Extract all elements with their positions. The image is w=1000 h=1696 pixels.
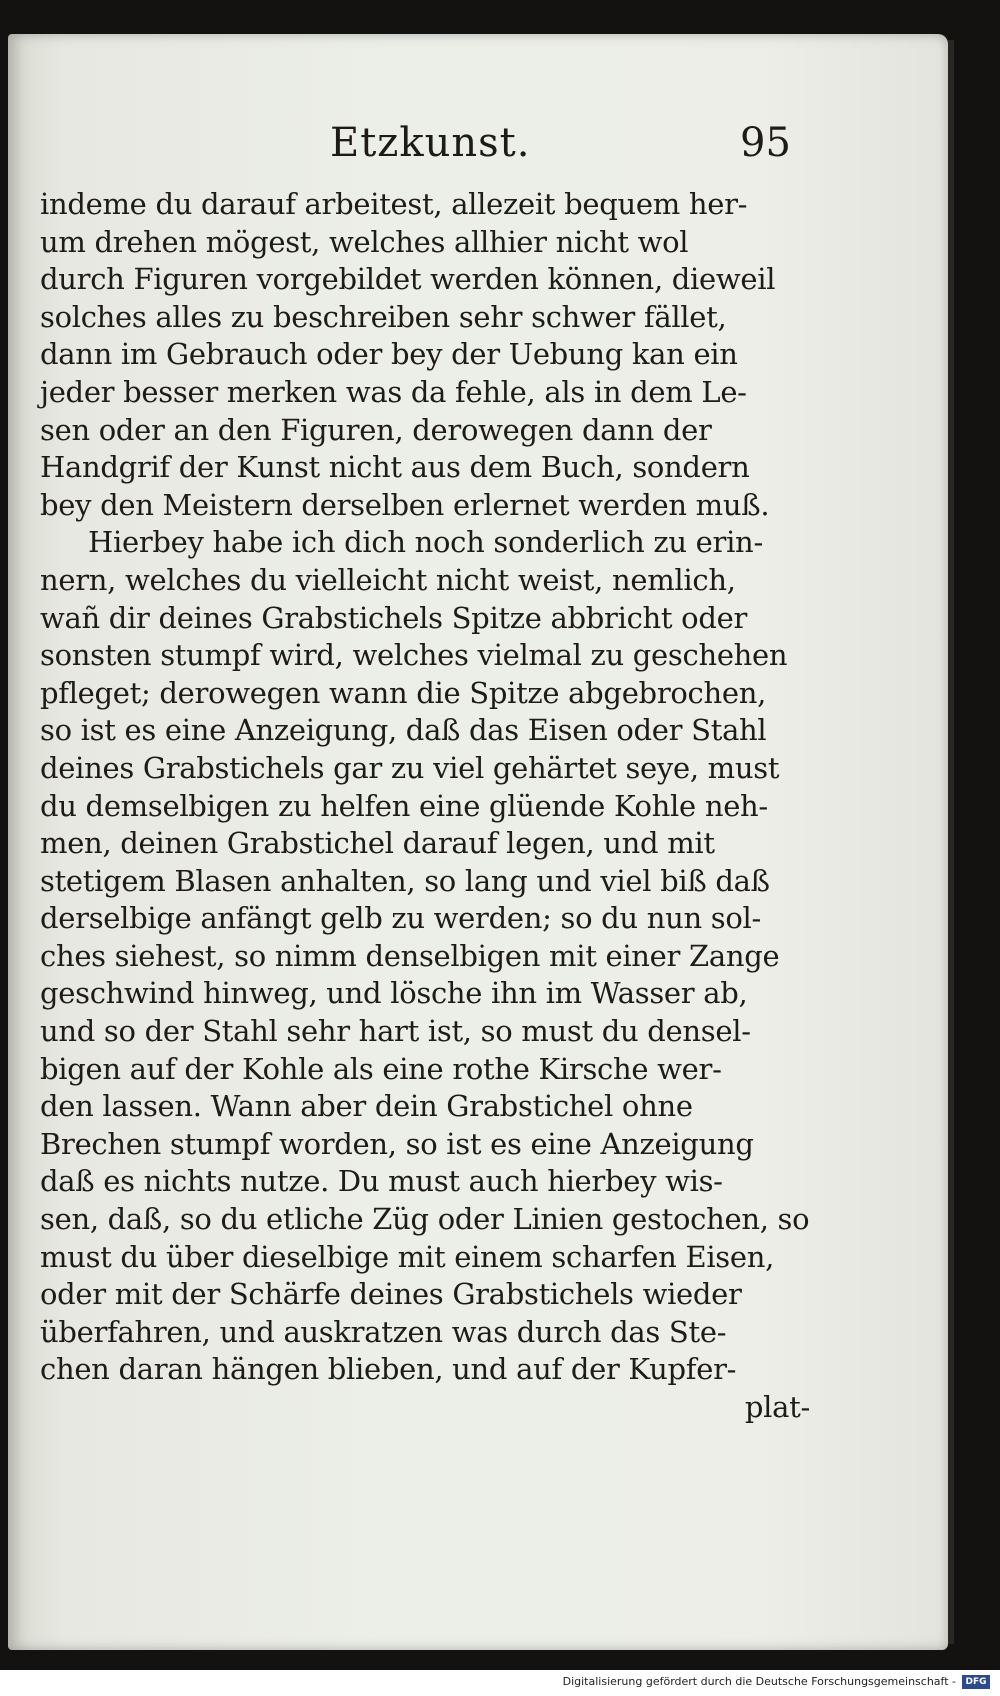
text-line: solches alles zu beschreiben sehr schwer fället, bbox=[40, 299, 727, 334]
text-line: ches siehest, so nimm denselbigen mit einer Zange bbox=[40, 938, 780, 973]
text-line: sen oder an den Figuren, derowegen dann der bbox=[40, 412, 712, 447]
text-line: durch Figuren vorgebildet werden können, dieweil bbox=[40, 262, 776, 297]
text-line: du demselbigen zu helfen eine glüende Kohle neh- bbox=[40, 788, 768, 823]
text-line: bey den Meistern derselben erlernet werden muß. bbox=[40, 487, 770, 522]
text-line: überfahren, und auskratzen was durch das Ste- bbox=[40, 1314, 727, 1349]
page-edge bbox=[948, 40, 954, 1644]
text-line: nern, welches du vielleicht nicht weist, nemlich, bbox=[40, 562, 736, 597]
text-line: oder mit der Schärfe deines Grabstichels wieder bbox=[40, 1277, 742, 1312]
text-line: indeme du darauf arbeitest, allezeit bequem her- bbox=[40, 187, 748, 221]
page-header bbox=[0, 120, 1000, 180]
text-line: daß es nichts nutze. Du must auch hierbey wis- bbox=[40, 1164, 723, 1199]
text-line: den lassen. Wann aber dein Grabstichel ohne bbox=[40, 1089, 693, 1124]
text-line: Handgrif der Kunst nicht aus dem Buch, sondern bbox=[40, 450, 750, 485]
text-line: deines Grabstichels gar zu viel gehärtet seye, must bbox=[40, 750, 780, 785]
text-line: und so der Stahl sehr hart ist, so must du densel- bbox=[40, 1014, 751, 1049]
running-head: Etzkunst. bbox=[330, 120, 531, 166]
text-line: wañ dir deines Grabstichels Spitze abbricht oder bbox=[40, 600, 748, 635]
text-line: dann im Gebrauch oder bey der Uebung kan ein bbox=[40, 337, 738, 372]
text-line: pfleget; derowegen wann die Spitze abgebrochen, bbox=[40, 675, 767, 710]
body-text bbox=[40, 186, 810, 1427]
dfg-logo: DFG bbox=[962, 1675, 990, 1689]
paragraph-start-line: Hierbey habe ich dich noch sonderlich zu erin- bbox=[88, 525, 763, 560]
text-line: Brechen stumpf worden, so ist es eine Anzeigung bbox=[40, 1126, 754, 1161]
text-line: sen, daß, so du etliche Züg oder Linien gestochen, so bbox=[40, 1202, 810, 1237]
footer-credit: Digitalisierung gefördert durch die Deutsche Forschungsgemeinschaft - bbox=[562, 1675, 956, 1688]
text-line: stetigem Blasen anhalten, so lang und viel biß daß bbox=[40, 863, 770, 898]
text-line: so ist es eine Anzeigung, daß das Eisen oder Stahl bbox=[40, 713, 767, 748]
text-line: geschwind hinweg, und lösche ihn im Wasser ab, bbox=[40, 976, 748, 1011]
text-line: sonsten stumpf wird, welches vielmal zu geschehen bbox=[40, 638, 788, 673]
catchword: plat- bbox=[744, 1390, 810, 1424]
text-line: chen daran hängen blieben, und auf der Kupfer- bbox=[40, 1352, 737, 1387]
text-line: men, deinen Grabstichel darauf legen, und mit bbox=[40, 826, 715, 861]
text-line: must du über dieselbige mit einem scharfen Eisen, bbox=[40, 1239, 775, 1274]
text-line: um drehen mögest, welches allhier nicht wol bbox=[40, 224, 689, 259]
text-line: jeder besser merken was da fehle, als in dem Le- bbox=[40, 374, 747, 409]
text-line: bigen auf der Kohle als eine rothe Kirsche wer- bbox=[40, 1051, 722, 1086]
digitization-footer bbox=[0, 1670, 1000, 1696]
page-number: 95 bbox=[740, 120, 791, 166]
text-line: derselbige anfängt gelb zu werden; so du nun sol- bbox=[40, 901, 761, 936]
